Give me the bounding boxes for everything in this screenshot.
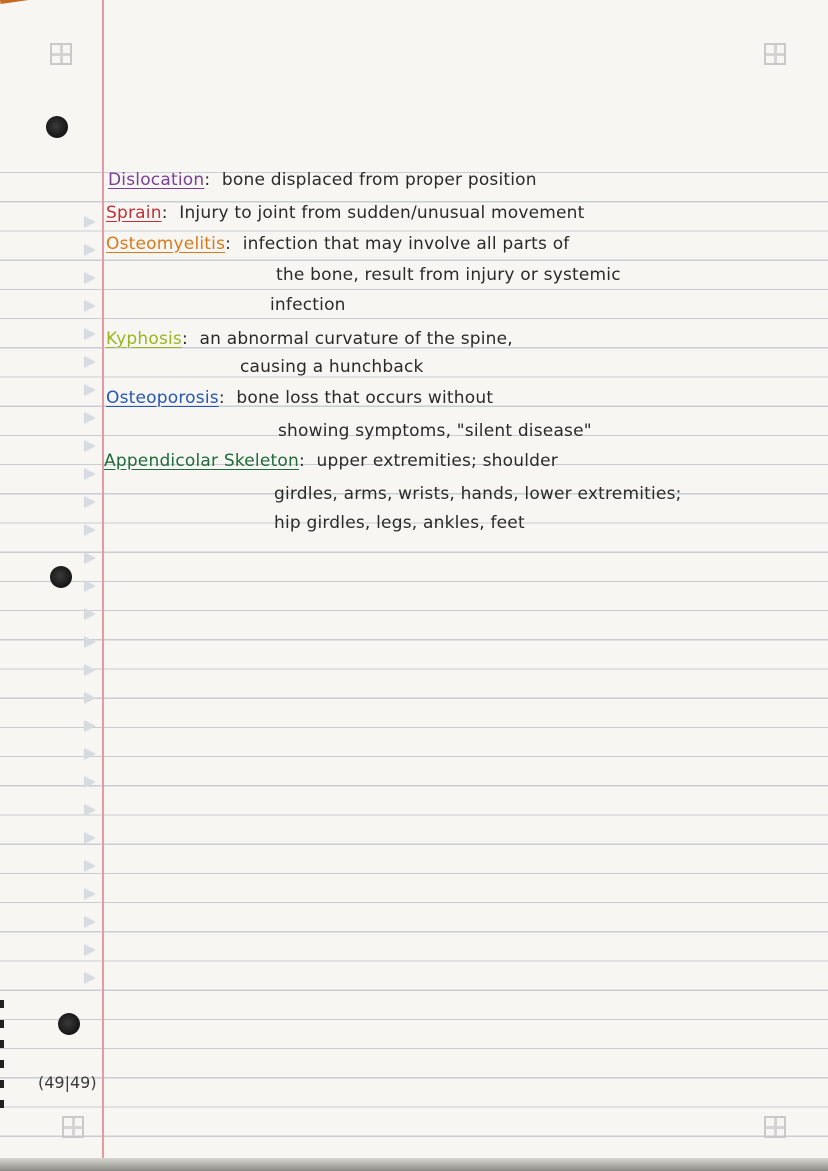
- note-term: Sprain: [106, 203, 162, 223]
- colon: :: [181, 329, 188, 349]
- note-entry: [106, 203, 585, 223]
- note-entry: [106, 329, 513, 349]
- note-term: Dislocation: [108, 170, 205, 190]
- note-text: upper extremities; shoulder: [316, 451, 558, 471]
- note-entry: [106, 234, 570, 254]
- note-term: Osteoporosis: [106, 388, 219, 408]
- note-text: the bone, result from injury or systemic: [276, 265, 621, 285]
- note-text: showing symptoms, "silent disease": [278, 421, 592, 441]
- colon: :: [204, 170, 211, 190]
- colon: :: [161, 203, 168, 223]
- note-text: causing a hunchback: [240, 357, 424, 377]
- note-entry: [104, 451, 558, 471]
- note-text: infection: [270, 295, 346, 315]
- note-text: girdles, arms, wrists, hands, lower extremities;: [274, 484, 682, 504]
- note-text: Injury to joint from sudden/unusual movement: [179, 203, 585, 223]
- note-text: hip girdles, legs, ankles, feet: [274, 513, 525, 533]
- note-entry: [108, 170, 537, 190]
- note-term: Kyphosis: [106, 329, 182, 349]
- colon: :: [298, 451, 305, 471]
- note-term: Osteomyelitis: [106, 234, 226, 254]
- page-edge: [0, 1158, 828, 1171]
- colon: :: [225, 234, 232, 254]
- note-text: bone loss that occurs without: [236, 388, 494, 408]
- note-text: infection that may involve all parts of: [242, 234, 570, 254]
- note-text: bone displaced from proper position: [221, 170, 537, 190]
- colon: :: [218, 388, 225, 408]
- page-number: (49|49): [38, 1073, 97, 1092]
- note-text: an abnormal curvature of the spine,: [199, 329, 513, 349]
- note-entry: [106, 388, 493, 408]
- note-term: Appendicolar Skeleton: [104, 451, 299, 471]
